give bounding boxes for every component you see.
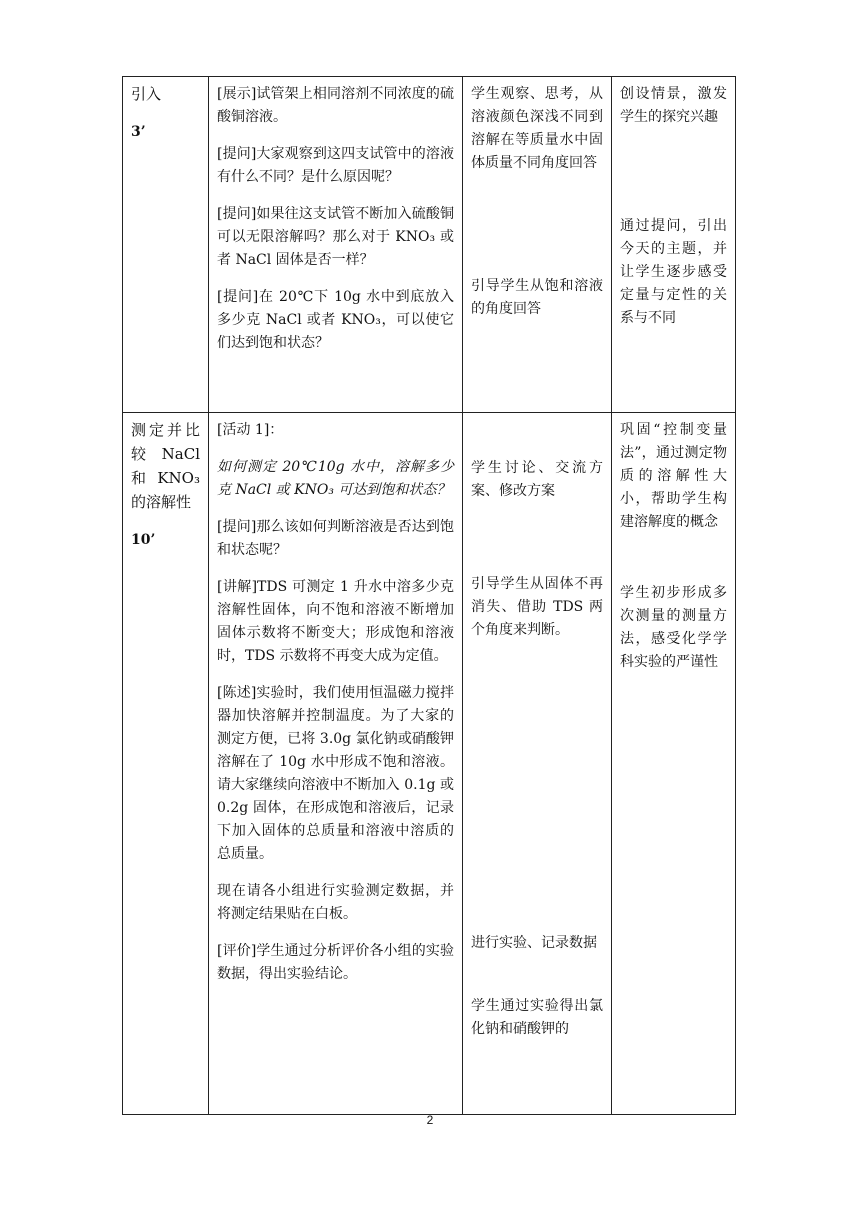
intent-paragraph: 学生初步形成多次测量的测量方法，感受化学学科实验的严谨性 xyxy=(620,585,727,670)
design-intent-cell xyxy=(612,77,736,413)
student-paragraph: 进行实验、记录数据 xyxy=(471,935,597,951)
page-number: 2 xyxy=(426,1113,434,1127)
student-paragraph: 学生通过实验得出氯化钠和硝酸钾的 xyxy=(471,998,603,1037)
stage-time: 3’ xyxy=(131,124,146,140)
lesson-plan-table xyxy=(122,76,736,1115)
stage-cell xyxy=(123,413,209,1115)
stage-cell xyxy=(123,77,209,413)
teacher-paragraph: [提问]那么该如何判断溶液是否达到饱和状态呢？ xyxy=(217,519,454,558)
stage-title: 测定并比较 NaCl 和 KNO₃ 的溶解性 xyxy=(131,421,200,511)
teacher-activity-cell xyxy=(209,413,463,1115)
intent-paragraph: 创设情景，激发学生的探究兴趣 xyxy=(620,86,727,125)
teacher-paragraph: [提问]如果往这支试管不断加入硫酸铜可以无限溶解吗？那么对于 KNO₃ 或者 NaCl 固体是否一样？ xyxy=(217,206,454,268)
student-paragraph: 学生讨论、交流方案、修改方案 xyxy=(471,460,603,499)
teacher-paragraph: [提问]大家观察到这四支试管中的溶液有什么不同？是什么原因呢？ xyxy=(217,146,454,185)
teacher-paragraph: [评价]学生通过分析评价各小组的实验数据，得出实验结论。 xyxy=(217,943,454,982)
teacher-paragraph: 现在请各小组进行实验测定数据，并将测定结果贴在白板。 xyxy=(217,883,454,922)
teacher-paragraph: [提问]在 20℃下 10g 水中到底放入多少克 NaCl 或者 KNO₃，可以使它们达到饱和状态？ xyxy=(217,289,454,351)
student-paragraph: 学生观察、思考，从溶液颜色深浅不同到溶解在等质量水中固体质量不同角度回答 xyxy=(471,86,603,171)
student-paragraph: 引导学生从饱和溶液的角度回答 xyxy=(471,278,603,317)
teacher-paragraph: [陈述]实验时，我们使用恒温磁力搅拌器加快溶解并控制温度。为了大家的测定方便，已将 3.0g 氯化钠或硝酸钾溶解在了 10g 水中形成不饱和溶液。请大家继续向溶液中不断加入 0.1g 或 0.2g 固体，在形成饱和溶液后，记录下加入固体的总质量和溶液中溶质的总质量。 xyxy=(217,685,454,862)
intent-paragraph: 巩固“控制变量法”，通过测定物质的溶解性大小，帮助学生构建溶解度的概念 xyxy=(620,422,727,530)
intent-paragraph: 通过提问，引出今天的主题，并让学生逐步感受定量与定性的关系与不同 xyxy=(620,218,727,326)
teacher-paragraph: [活动 1]： xyxy=(217,422,284,438)
table-row xyxy=(123,413,736,1115)
table-row xyxy=(123,77,736,413)
teacher-activity-cell xyxy=(209,77,463,413)
teacher-question-italic: 如何测定 20℃10g 水中，溶解多少克 NaCl 或 KNO₃ 可达到饱和状态？ xyxy=(217,459,454,498)
design-intent-cell xyxy=(612,413,736,1115)
student-paragraph: 引导学生从固体不再消失、借助 TDS 两个角度来判断。 xyxy=(471,576,603,638)
stage-time: 10’ xyxy=(131,532,156,548)
student-activity-cell xyxy=(463,77,612,413)
teacher-paragraph: [讲解]TDS 可测定 1 升水中溶多少克溶解性固体，向不饱和溶液不断增加固体示数将不断变大；形成饱和溶液时，TDS 示数将不再变大成为定值。 xyxy=(217,579,454,664)
teacher-paragraph: [展示]试管架上相同溶剂不同浓度的硫酸铜溶液。 xyxy=(217,86,454,125)
student-activity-cell xyxy=(463,413,612,1115)
stage-title: 引入 xyxy=(131,85,162,103)
